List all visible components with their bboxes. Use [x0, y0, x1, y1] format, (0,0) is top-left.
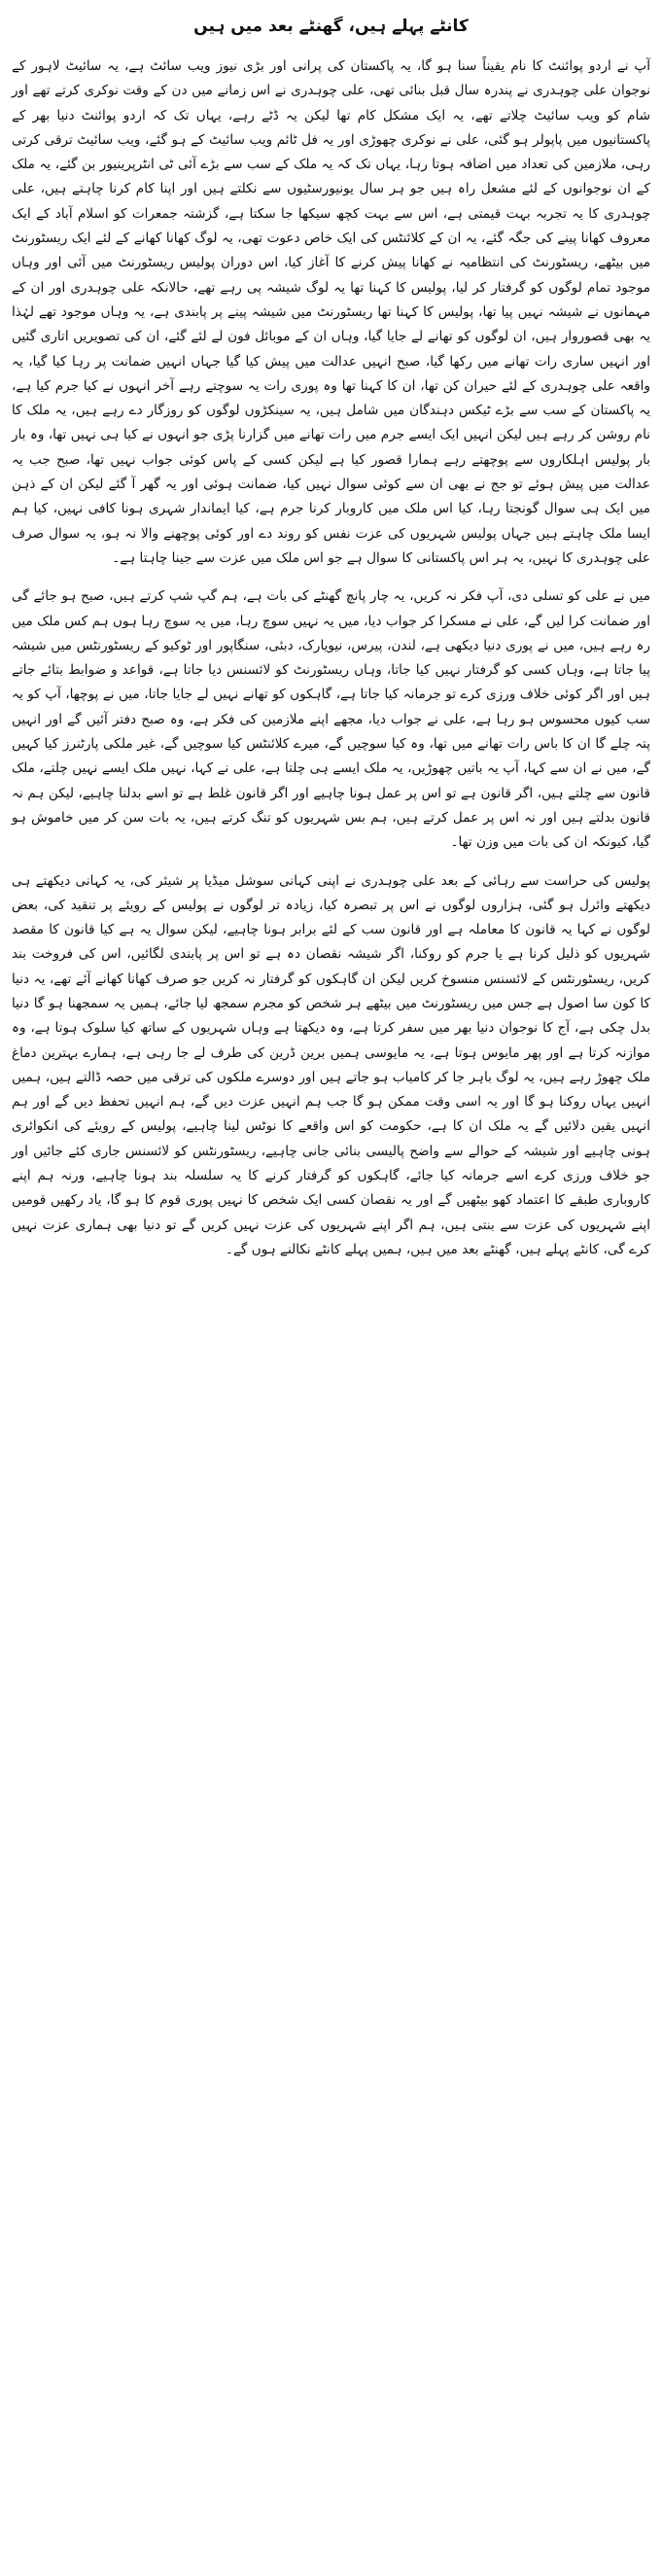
article-paragraph-3: پولیس کی حراست سے رہائی کے بعد علی چوہدری نے اپنی کہانی سوشل میڈیا پر شیئر کی، یہ کہانی دیکھتے ہی دیکھتے وائرل ہو گئی، ہزاروں لوگوں نے اس پر تبصرہ کیا، زیادہ تر لوگوں نے پولیس کے رویئے پر تنقید کی، بعض لوگوں نے کہا یہ قانون کا معاملہ ہے اور قانون سب کے لئے برابر ہونا چاہیے، لیکن سوال یہ ہے کیا قانون کا مقصد شہریوں کو ذلیل کرنا ہے یا جرم کو روکنا، اگر شیشہ نقصان دہ ہے تو اس پر پابندی لگائیں، اس کی فروخت بند کریں، ریسٹورنٹس کے لائسنس منسوخ کریں لیکن ان گاہکوں کو گرفتار نہ کریں جو صرف کھانا کھانے آئے تھے، یہ دنیا کا کون سا اصول ہے جس میں ریسٹورنٹ میں بیٹھے ہر شخص کو مجرم سمجھ لیا جائے، ہمیں یہ سمجھنا ہو گا دنیا بدل چکی ہے، آج کا نوجوان دنیا بھر میں سفر کرتا ہے، وہ دیکھتا ہے وہاں شہریوں کے ساتھ کیا سلوک ہوتا ہے، وہ موازنہ کرتا ہے اور پھر مایوس ہوتا ہے، یہ مایوسی ہمیں برین ڈرین کی طرف لے جا رہی ہے، ہمارے بہترین دماغ ملک چھوڑ رہے ہیں، یہ لوگ باہر جا کر کامیاب ہو جاتے ہیں اور دوسرے ملکوں کی ترقی میں حصہ ڈالتے ہیں، ہمیں انہیں یہاں روکنا ہو گا اور یہ اسی وقت ممکن ہو گا جب ہم انہیں عزت دیں گے، ہم انہیں تحفظ دیں گے اور ہم انہیں یقین دلائیں گے یہ ملک ان کا ہے، حکومت کو اس واقعے کا نوٹس لینا چاہیے، پولیس کے رویئے کی انکوائری ہونی چاہیے اور شیشہ کے حوالے سے واضح پالیسی بنائی جانی چاہیے، ریسٹورنٹس کو لائسنس جاری کئے جائیں اور جو خلاف ورزی کرے اسے جرمانہ کیا جائے، گاہکوں کو گرفتار کرنے کا یہ سلسلہ بند ہونا چاہیے، ورنہ ہم اپنے کاروباری طبقے کا اعتماد کھو بیٹھیں گے اور یہ نقصان کسی ایک شخص کا نہیں پوری قوم کا ہو گا، یاد رکھیں قومیں اپنے شہریوں کی عزت سے بنتی ہیں، ہم اگر اپنے شہریوں کی عزت نہیں کریں گے تو دنیا بھی ہماری عزت نہیں کرے گی، کانٹے پہلے ہیں، گھنٹے بعد میں ہیں، ہمیں پہلے کانٹے نکالنے ہوں گے۔	[12, 872, 650, 1257]
article-paragraph-1: آپ نے اردو پوائنٹ کا نام یقیناً سنا ہو گا، یہ پاکستان کی پرانی اور بڑی نیوز ویب سائٹ ہے، یہ سائیٹ لاہور کے نوجوان علی چوہدری نے پندرہ سال قبل بنائی تھی، علی چوہدری نے اس زمانے میں دن کے وقت نوکری کرتے تھے اور شام کو ویب سائیٹ چلاتے تھے، یہ ایک مشکل کام تھا لیکن یہ ڈٹے رہے، یہاں تک کہ اردو پوائنٹ دنیا بھر کے پاکستانیوں میں پاپولر ہو گئی، علی نے نوکری چھوڑی اور یہ فل ٹائم ویب سائیٹ کے ہو گئے، ویب سائیٹ ترقی کرتی رہی، ملازمین کی تعداد میں اضافہ ہوتا رہا، یہاں تک کہ یہ ملک کے سب سے بڑے آئی ٹی انٹرپرینیور بن گئے، یہ ملک کے ان نوجوانوں کے لئے مشعل راہ ہیں جو ہر سال یونیورسٹیوں سے نکلتے ہیں اور اپنا کام کرنا چاہتے ہیں، علی چوہدری کا یہ تجربہ بہت قیمتی ہے، اس سے بہت کچھ سیکھا جا سکتا ہے، گزشتہ جمعرات کو اسلام آباد کے ایک معروف کھانا پینے کی جگہ گئے، یہ ان کے کلائنٹس کی ایک خاص دعوت تھی، یہ لوگ کھانا کھانے کے لئے ایک ریسٹورنٹ میں بیٹھے، ریسٹورنٹ کی انتظامیہ نے کھانا پیش کرنے کا آغاز کیا، اس دوران پولیس ریسٹورنٹ میں آئی اور وہاں موجود تمام لوگوں کو گرفتار کر لیا، پولیس کا کہنا تھا یہ لوگ شیشہ پی رہے تھے، حالانکہ علی چوہدری اور ان کے مہمانوں نے شیشہ نہیں پیا تھا، پولیس کا کہنا تھا ریسٹورنٹ میں شیشہ پینے پر پابندی ہے، یہ وہاں موجود تھے لہٰذا یہ بھی قصوروار ہیں، ان لوگوں کو تھانے لے جایا گیا، وہاں ان کے موبائل فون لے لئے گئے، ان کی تصویریں اتاری گئیں اور انہیں ساری رات تھانے میں رکھا گیا، صبح انہیں عدالت میں پیش کیا گیا جہاں انہیں ضمانت پر رہا کیا گیا، یہ واقعہ علی چوہدری کے لئے حیران کن تھا، ان کا کہنا تھا وہ پوری رات یہ سوچتے رہے آخر انہوں نے کیا جرم کیا ہے، یہ پاکستان کے سب سے بڑے ٹیکس دہندگان میں شامل ہیں، یہ سینکڑوں لوگوں کو روزگار دے رہے ہیں، یہ ملک کا نام روشن کر رہے ہیں لیکن انہیں ایک ایسے جرم میں رات تھانے میں گزارنا پڑی جو انہوں نے کیا ہی نہیں تھا، وہ بار بار پولیس اہلکاروں سے پوچھتے رہے ہمارا قصور کیا ہے لیکن کسی کے پاس کوئی جواب نہیں تھا، صبح جب یہ عدالت میں پیش ہوئے تو جج نے بھی ان سے کوئی سوال نہیں کیا، ضمانت ہوئی اور یہ گھر آ گئے لیکن ان کے ذہن میں ایک ہی سوال گونجتا رہا، کیا اس ملک میں کاروبار کرنا جرم ہے، کیا ایماندار شہری ہونا کافی نہیں، کیا ہم ایسا ملک چاہتے ہیں جہاں پولیس شہریوں کی عزت نفس کو روند دے اور کوئی پوچھنے والا نہ ہو، یہ سوال صرف علی چوہدری کا نہیں، یہ ہر اس پاکستانی کا سوال ہے جو اس ملک میں عزت سے جینا چاہتا ہے۔	[12, 58, 650, 566]
article-headline: کانٹے پہلے ہیں، گھنٹے بعد میں ہیں	[193, 17, 469, 36]
article-paragraph-2: میں نے علی کو تسلی دی، آپ فکر نہ کریں، یہ چار پانچ گھنٹے کی بات ہے، ہم گپ شپ کرتے ہیں، صبح ہو جائے گی اور ضمانت کرا لیں گے، علی نے مسکرا کر جواب دیا، میں یہ نہیں سوچ رہا، میں یہ سوچ رہا ہوں ہم کس ملک میں رہ رہے ہیں، میں نے پوری دنیا دیکھی ہے، لندن، پیرس، نیویارک، دبئی، سنگاپور اور ٹوکیو کے ریسٹورنٹس میں شیشہ پیا جاتا ہے، وہاں کسی کو گرفتار نہیں کیا جاتا، وہاں ریسٹورنٹ کو لائسنس دیا جاتا ہے، قواعد و ضوابط بتائے جاتے ہیں اور اگر کوئی خلاف ورزی کرے تو جرمانہ کیا جاتا ہے، گاہکوں کو تھانے نہیں لے جایا جاتا، میں نے پوچھا، آپ کو یہ سب کیوں محسوس ہو رہا ہے، علی نے جواب دیا، مجھے اپنے ملازمین کی فکر ہے، وہ صبح دفتر آئیں گے اور انہیں پتہ چلے گا ان کا باس رات تھانے میں تھا، وہ کیا سوچیں گے، میرے کلائنٹس کیا سوچیں گے، غیر ملکی پارٹنرز کیا کہیں گے، میں نے ان سے کہا، آپ یہ باتیں چھوڑیں، یہ ملک ایسے ہی چلتا ہے، علی نے کہا، نہیں ملک ایسے نہیں چلتے، ملک قانون سے چلتے ہیں، اگر قانون ہے تو اس پر عمل ہونا چاہیے اور اگر قانون غلط ہے تو اسے بدلنا چاہیے، لیکن ہم نہ قانون بدلتے ہیں اور نہ اس پر عمل کرتے ہیں، ہم بس شہریوں کو تنگ کرتے ہیں، یہ بات سن کر میں خاموش ہو گیا، کیونکہ ان کی بات میں وزن تھا۔	[12, 588, 650, 851]
article-body	[12, 54, 650, 1262]
